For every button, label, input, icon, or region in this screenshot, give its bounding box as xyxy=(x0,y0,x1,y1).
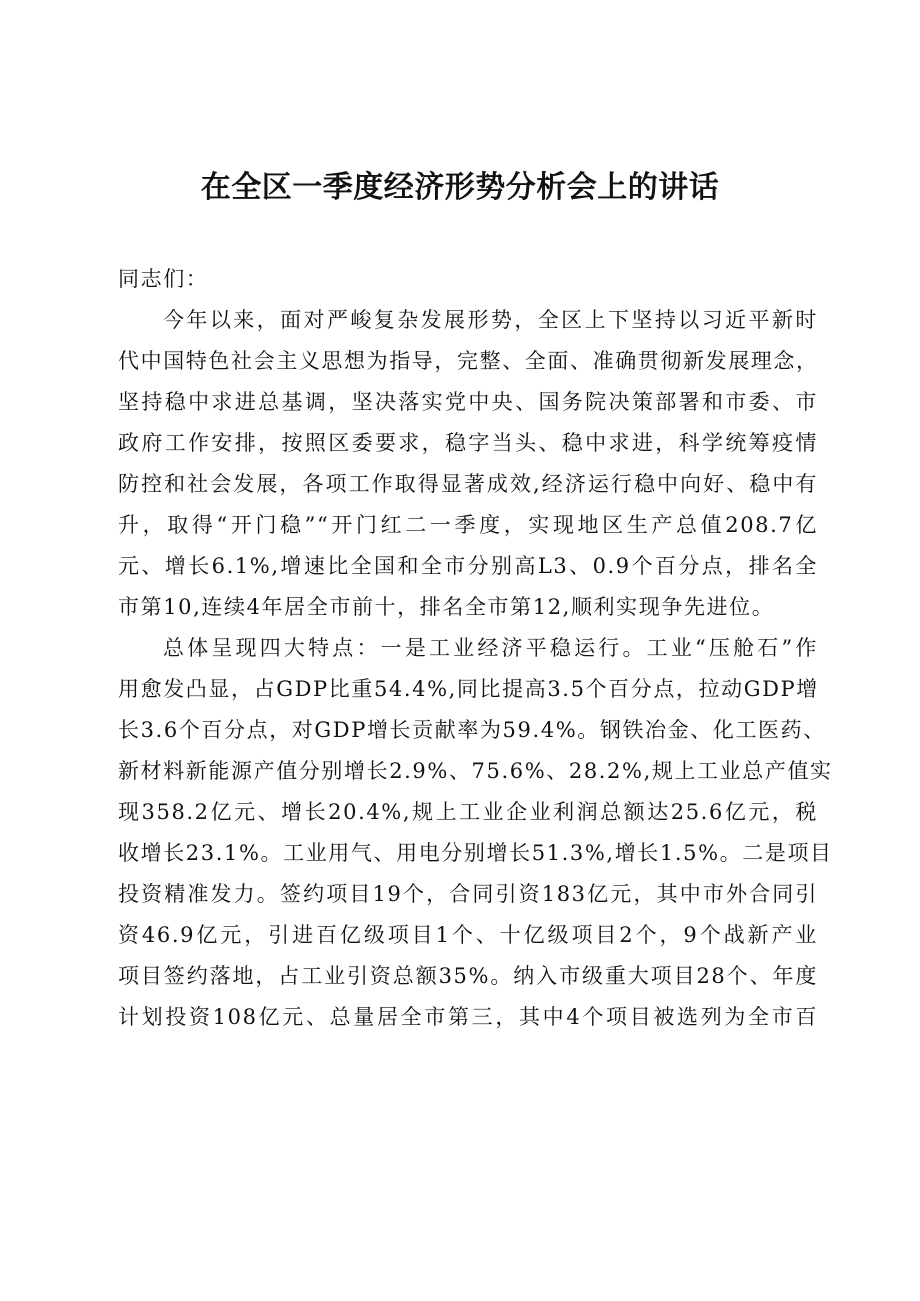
paragraph-line: 资46.9亿元，引进百亿级项目1个、十亿级项目2个，9个战新产业 xyxy=(118,923,818,947)
paragraph-line: 升，取得“开门稳”“开门红二一季度，实现地区生产总值208.7亿 xyxy=(118,513,818,537)
paragraph-line: 市第10,连续4年居全市前十，排名全市第12,顺利实现争先进位。 xyxy=(118,595,775,619)
paragraph-line: 总体呈现四大特点：一是工业经济平稳运行。工业“压舱石”作 xyxy=(163,636,818,660)
paragraph-line: 投资精准发力。签约项目19个，合同引资183亿元，其中市外合同引 xyxy=(118,882,818,906)
greeting: 同志们： xyxy=(118,267,209,291)
paragraph-line: 今年以来，面对严峻复杂发展形势，全区上下坚持以习近平新时 xyxy=(163,308,818,332)
paragraph-line: 新材料新能源产值分别增长2.9%、75.6%、28.2%,规上工业总产值实 xyxy=(118,759,833,783)
paragraph-line: 元、增长6.1%,增速比全国和全市分别高L3、0.9个百分点，排名全 xyxy=(118,554,818,578)
paragraph-line: 用愈发凸显，占GDP比重54.4%,同比提高3.5个百分点，拉动GDP增 xyxy=(118,677,819,701)
paragraph-line: 计划投资108亿元、总量居全市第三，其中4个项目被选列为全市百 xyxy=(118,1005,818,1029)
paragraph-intro xyxy=(118,300,818,628)
document-body xyxy=(118,259,833,1038)
paragraph-line: 现358.2亿元、增长20.4%,规上工业企业利润总额达25.6亿元，税 xyxy=(118,800,818,824)
paragraph-line: 政府工作安排，按照区委要求，稳字当头、稳中求进，科学统筹疫情 xyxy=(118,431,818,455)
paragraph-line: 收增长23.1%。工业用气、用电分别增长51.3%,增长1.5%。二是项目 xyxy=(118,841,833,865)
paragraph-line: 项目签约落地，占工业引资总额35%。纳入市级重大项目28个、年度 xyxy=(118,964,818,988)
paragraph-line: 防控和社会发展，各项工作取得显著成效,经济运行稳中向好、稳中有 xyxy=(118,472,818,496)
paragraph-features xyxy=(118,628,833,1038)
paragraph-line: 坚持稳中求进总基调，坚决落实党中央、国务院决策部署和市委、市 xyxy=(118,390,818,414)
document-title: 在全区一季度经济形势分析会上的讲话 xyxy=(200,170,720,205)
paragraph-line: 代中国特色社会主义思想为指导，完整、全面、准确贯彻新发展理念， xyxy=(118,349,819,373)
paragraph-line: 长3.6个百分点，对GDP增长贡献率为59.4%。钢铁冶金、化工医药、 xyxy=(118,718,826,742)
